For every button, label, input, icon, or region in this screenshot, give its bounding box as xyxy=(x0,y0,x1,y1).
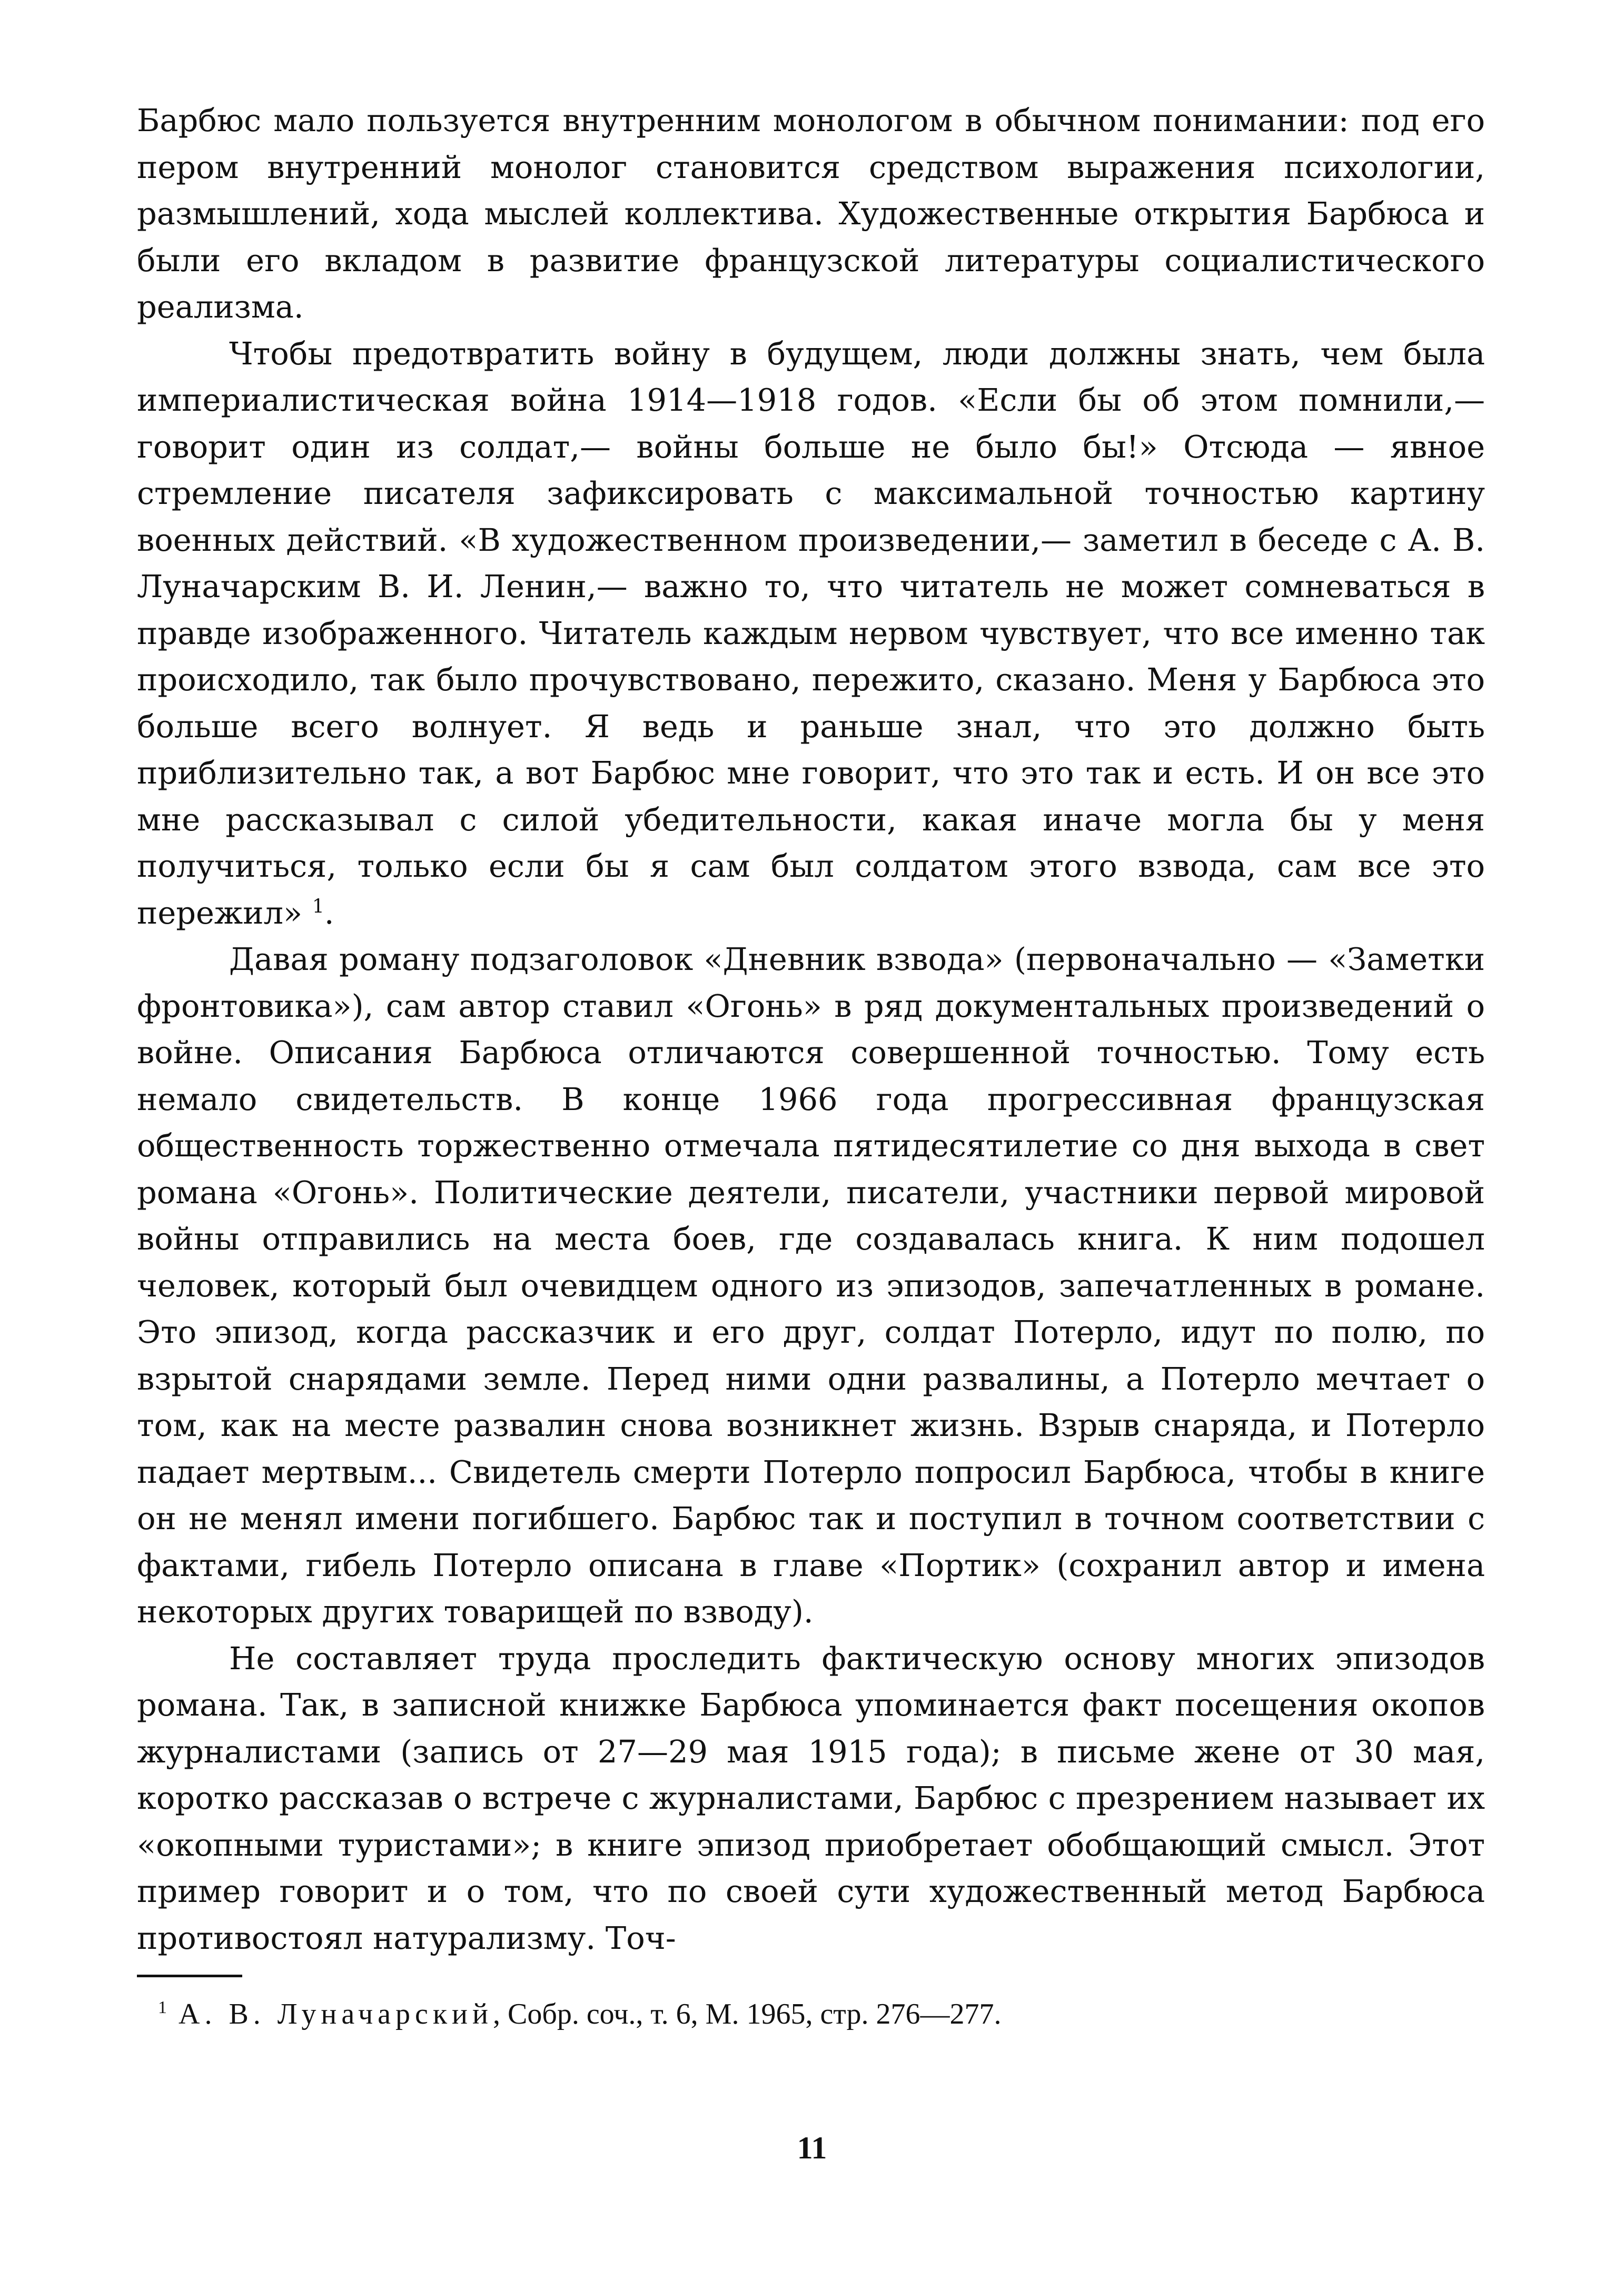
footnote-citation: , Собр. соч., т. 6, М. 1965, стр. 276—277. xyxy=(492,1998,1002,2030)
paragraph-2-tail: . xyxy=(324,894,334,931)
paragraph-4: Не составляет труда проследить фактическую основу многих эпизодов романа. Так, в записной книжке Барбюса упоминается факт посещения окопов журналистами (запись от 27—29 мая 1915 года); в письме жене от 30 мая, коротко рассказав о встрече с журналистами, Барбюс с презрением называет их «окопными туристами»; в книге эпизод приобретает обобщающий смысл. Этот пример говорит и о том, что по своей сути художественный метод Барбюса противостоял натурализму. Точ- xyxy=(137,1640,1485,1956)
footnote-divider xyxy=(137,1975,242,1977)
paragraph-1: Барбюс мало пользуется внутренним монологом в обычном понимании: под его пером внутренний монолог становится средством выражения психологии, размышлений, хода мыслей коллектива. Художественные открытия Барбюса и были его вкладом в развитие французской литературы социалистического реализма. xyxy=(137,102,1485,325)
footnote-mark: 1 xyxy=(158,1998,167,2018)
footnote xyxy=(158,1993,1474,2035)
paragraph-3: Давая роману подзаголовок «Дневник взвода» (первоначально — «Заметки фронтовика»), сам автор ставил «Огонь» в ряд документальных произведений о войне. Описания Барбюса отличаются совершенной точностью. Тому есть немало свидетельств. В конце 1966 года прогрессивная французская общественность торжественно отмечала пятидесятилетие со дня выхода в свет романа «Огонь». Политические деятели, писатели, участники первой мировой войны отправились на места боев, где создавалась книга. К ним подошел человек, который был очевидцем одного из эпизодов, запечатленных в романе. Это эпизод, когда рассказчик и его друг, солдат Потерло, идут по полю, по взрытой снарядами земле. Перед ними одни развалины, а Потерло мечтает о том, как на месте развалин снова возникнет жизнь. Взрыв снаряда, и Потерло падает мертвым... Свидетель смерти Потерло попросил Барбюса, чтобы в книге он не менял имени погибшего. Барбюс так и поступил в точном соответствии с фактами, гибель Потерло описана в главе «Портик» (сохранил автор и имена некоторых других товарищей по взводу). xyxy=(137,941,1485,1630)
paragraph-2 xyxy=(137,331,1485,937)
footnote-author: А. В. Луначарский xyxy=(179,1998,493,2030)
footnote-reference[interactable]: 1 xyxy=(312,895,324,917)
page-body xyxy=(137,97,1485,1961)
page-number: 11 xyxy=(797,2131,827,2165)
paragraph-2-text: Чтобы предотвратить войну в будущем, люди должны знать, чем была империалистическая война 1914—1918 годов. «Если бы об этом помнили,— говорит один из солдат,— войны больше не было бы!» Отсюда — явное стремление писателя зафиксировать с максимальной точностью картину военных действий. «В художественном произведении,— заметил в беседе с А. В. Луначарским В. И. Ленин,— важно то, что читатель не может сомневаться в правде изображенного. Читатель каждым нервом чувствует, что все именно так происходило, так было прочувствовано, пережито, сказано. Меня у Барбюса это больше всего волнует. Я ведь и раньше знал, что это должно быть приблизительно так, а вот Барбюс мне говорит, что это так и есть. И он все это мне рассказывал с силой убедительности, какая иначе могла бы у меня получиться, только если бы я сам был солдатом этого взвода, сам все это пережил» xyxy=(137,335,1485,931)
